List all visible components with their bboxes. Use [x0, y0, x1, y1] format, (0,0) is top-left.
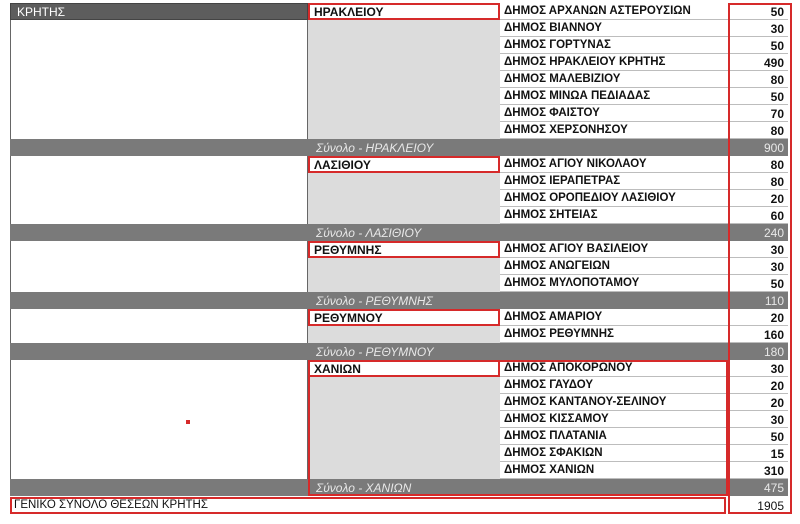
dimos-value: 80: [728, 71, 788, 88]
subtotal-value: 900: [728, 139, 788, 156]
nomos-filler: [308, 411, 500, 428]
region-blank-block: [10, 360, 308, 479]
dimos-name: ΔΗΜΟΣ ΓΟΡΤΥΝΑΣ: [500, 37, 728, 54]
region-blank-block: [10, 156, 308, 224]
nomos-filler: [308, 394, 500, 411]
subtotal-mid-fill: [500, 224, 728, 241]
subtotal-label: Σύνολο - ΧΑΝΙΩΝ: [308, 479, 500, 496]
dimos-name: ΔΗΜΟΣ ΣΦΑΚΙΩΝ: [500, 445, 728, 462]
dimos-name: ΔΗΜΟΣ ΑΝΩΓΕΙΩΝ: [500, 258, 728, 275]
nomos-filler: [308, 190, 500, 207]
dimos-value: 80: [728, 173, 788, 190]
nomos-label: ΧΑΝΙΩΝ: [308, 360, 500, 377]
dimos-name: ΔΗΜΟΣ ΑΜΑΡΙΟΥ: [500, 309, 728, 326]
dimos-value: 20: [728, 394, 788, 411]
dimos-name: ΔΗΜΟΣ ΡΕΘΥΜΝΗΣ: [500, 326, 728, 343]
dimos-name: ΔΗΜΟΣ ΜΑΛΕΒΙΖΙΟΥ: [500, 71, 728, 88]
subtotal-value: 110: [728, 292, 788, 309]
subtotal-left-fill: [10, 479, 308, 496]
dimos-value: 30: [728, 20, 788, 37]
dimos-value: 490: [728, 54, 788, 71]
region-blank-block: [10, 309, 308, 343]
dimos-name: ΔΗΜΟΣ ΧΑΝΙΩΝ: [500, 462, 728, 479]
dimos-name: ΔΗΜΟΣ ΚΙΣΣΑΜΟΥ: [500, 411, 728, 428]
nomos-filler: [308, 71, 500, 88]
dimos-value: 50: [728, 3, 788, 20]
nomos-filler: [308, 88, 500, 105]
dimos-value: 50: [728, 428, 788, 445]
subtotal-value: 180: [728, 343, 788, 360]
region-label: ΚΡΗΤΗΣ: [10, 3, 308, 20]
nomos-filler: [308, 20, 500, 37]
dimos-value: 20: [728, 377, 788, 394]
subtotal-label: Σύνολο - ΗΡΑΚΛΕΙΟΥ: [308, 139, 500, 156]
dimos-value: 160: [728, 326, 788, 343]
dimos-value: 30: [728, 241, 788, 258]
nomos-filler: [308, 207, 500, 224]
nomos-filler: [308, 54, 500, 71]
subtotal-label: Σύνολο - ΡΕΘΥΜΝΗΣ: [308, 292, 500, 309]
dimos-name: ΔΗΜΟΣ ΗΡΑΚΛΕΙΟΥ ΚΡΗΤΗΣ: [500, 54, 728, 71]
subtotal-left-fill: [10, 139, 308, 156]
dimos-name: ΔΗΜΟΣ ΜΥΛΟΠΟΤΑΜΟΥ: [500, 275, 728, 292]
subtotal-label: Σύνολο - ΡΕΘΥΜΝΟΥ: [308, 343, 500, 360]
dimos-value: 50: [728, 37, 788, 54]
dimos-value: 80: [728, 122, 788, 139]
dimos-name: ΔΗΜΟΣ ΑΓΙΟΥ ΒΑΣΙΛΕΙΟΥ: [500, 241, 728, 258]
dimos-name: ΔΗΜΟΣ ΣΗΤΕΙΑΣ: [500, 207, 728, 224]
grand-total-value: 1905: [728, 497, 788, 514]
dimos-value: 50: [728, 88, 788, 105]
nomos-label: ΡΕΘΥΜΝΟΥ: [308, 309, 500, 326]
grand-total-label: ΓΕΝΙΚΟ ΣΥΝΟΛΟ ΘΕΣΕΩΝ ΚΡΗΤΗΣ: [10, 497, 728, 514]
dimos-value: 30: [728, 258, 788, 275]
nomos-filler: [308, 326, 500, 343]
dimos-value: 20: [728, 190, 788, 207]
subtotal-mid-fill: [500, 292, 728, 309]
dimos-value: 310: [728, 462, 788, 479]
dimos-name: ΔΗΜΟΣ ΟΡΟΠΕΔΙΟΥ ΛΑΣΙΘΙΟΥ: [500, 190, 728, 207]
subtotal-mid-fill: [500, 479, 728, 496]
region-blank-block: [10, 241, 308, 292]
dimos-value: 30: [728, 360, 788, 377]
nomos-filler: [308, 445, 500, 462]
dimos-name: ΔΗΜΟΣ ΓΑΥΔΟΥ: [500, 377, 728, 394]
dimos-name: ΔΗΜΟΣ ΜΙΝΩΑ ΠΕΔΙΑΔΑΣ: [500, 88, 728, 105]
dimos-value: 80: [728, 156, 788, 173]
dimos-name: ΔΗΜΟΣ ΠΛΑΤΑΝΙΑ: [500, 428, 728, 445]
dimos-value: 50: [728, 275, 788, 292]
subtotal-left-fill: [10, 224, 308, 241]
nomos-filler: [308, 173, 500, 190]
dimos-name: ΔΗΜΟΣ ΦΑΙΣΤΟΥ: [500, 105, 728, 122]
subtotal-value: 475: [728, 479, 788, 496]
nomos-filler: [308, 105, 500, 122]
nomos-label: ΛΑΣΙΘΙΟΥ: [308, 156, 500, 173]
marker-dot: [186, 420, 190, 424]
nomos-label: ΡΕΘΥΜΝΗΣ: [308, 241, 500, 258]
dimos-name: ΔΗΜΟΣ ΚΑΝΤΑΝΟΥ-ΣΕΛΙΝΟΥ: [500, 394, 728, 411]
nomos-filler: [308, 37, 500, 54]
nomos-label: ΗΡΑΚΛΕΙΟΥ: [308, 3, 500, 20]
dimos-name: ΔΗΜΟΣ ΙΕΡΑΠΕΤΡΑΣ: [500, 173, 728, 190]
dimos-name: ΔΗΜΟΣ ΑΓΙΟΥ ΝΙΚΟΛΑΟΥ: [500, 156, 728, 173]
nomos-filler: [308, 377, 500, 394]
dimos-value: 30: [728, 411, 788, 428]
dimos-name: ΔΗΜΟΣ ΑΡΧΑΝΩΝ ΑΣΤΕΡΟΥΣΙΩΝ: [500, 3, 728, 20]
nomos-filler: [308, 258, 500, 275]
dimos-name: ΔΗΜΟΣ ΒΙΑΝΝΟΥ: [500, 20, 728, 37]
subtotal-left-fill: [10, 292, 308, 309]
nomos-filler: [308, 462, 500, 479]
nomos-filler: [308, 122, 500, 139]
region-blank-block: [10, 20, 308, 139]
nomos-filler: [308, 275, 500, 292]
nomos-filler: [308, 428, 500, 445]
subtotal-mid-fill: [500, 139, 728, 156]
dimos-value: 20: [728, 309, 788, 326]
dimos-value: 70: [728, 105, 788, 122]
subtotal-value: 240: [728, 224, 788, 241]
dimos-name: ΔΗΜΟΣ ΑΠΟΚΟΡΩΝΟΥ: [500, 360, 728, 377]
dimos-value: 15: [728, 445, 788, 462]
subtotal-label: Σύνολο - ΛΑΣΙΘΙΟΥ: [308, 224, 500, 241]
dimos-value: 60: [728, 207, 788, 224]
dimos-name: ΔΗΜΟΣ ΧΕΡΣΟΝΗΣΟΥ: [500, 122, 728, 139]
subtotal-mid-fill: [500, 343, 728, 360]
subtotal-left-fill: [10, 343, 308, 360]
